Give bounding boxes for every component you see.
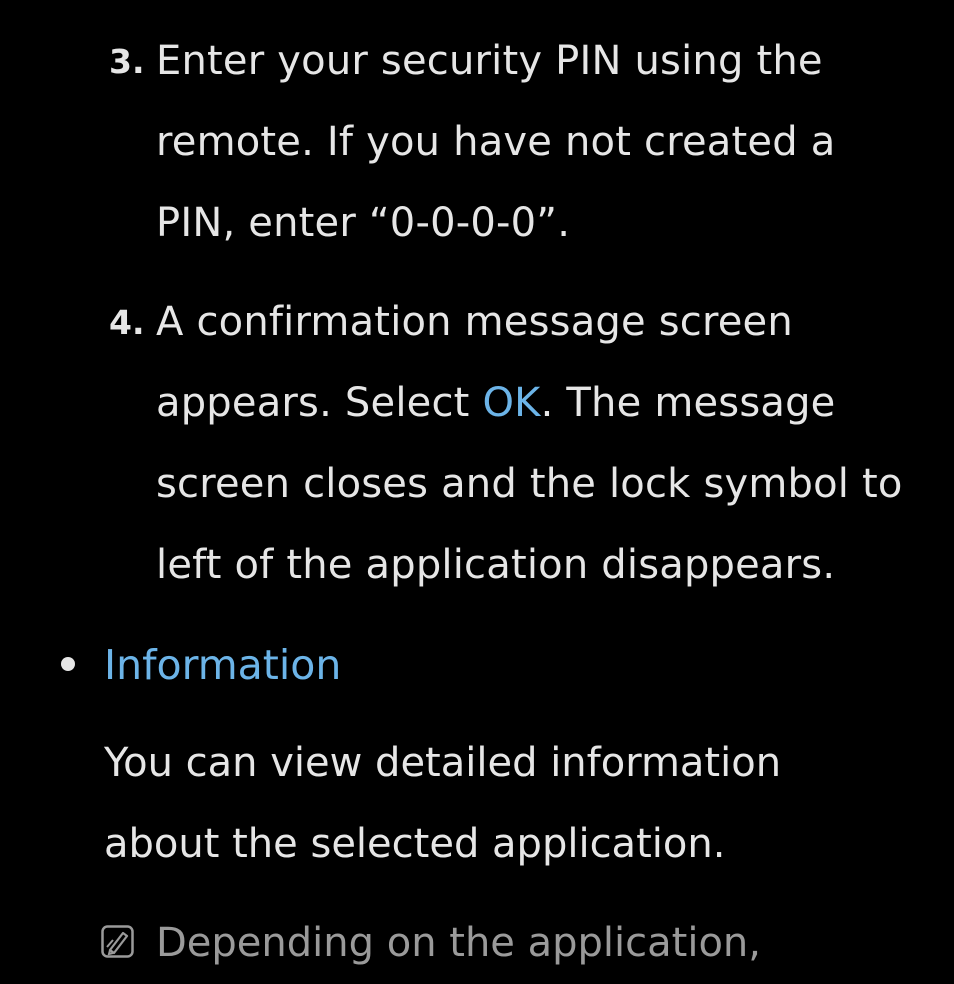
step-text [156,21,946,264]
note-text: Depending on the application, [156,920,761,966]
description-line: You can view detailed information [104,740,782,786]
information-description [104,723,781,885]
step-line: remote. If you have not created a [156,119,836,165]
step-text [156,282,946,606]
step-line: Enter your security PIN using the [156,38,823,84]
description-line: about the selected application. [104,821,726,867]
step-line-part: appears. Select [156,380,483,426]
note-icon [101,925,134,958]
step-line-part: . The message [540,380,836,426]
step-line: PIN, enter “0-0-0-0”. [156,200,571,246]
step-number: 4. [109,303,145,342]
information-title: Information [104,641,342,689]
step-line: A confirmation message screen [156,299,793,345]
step-line: screen closes and the lock symbol to [156,461,903,507]
bullet-icon [61,657,75,671]
ok-highlight: OK [482,380,541,426]
step-line [156,363,946,444]
step-line: left of the application disappears. [156,542,836,588]
step-number: 3. [109,42,145,81]
